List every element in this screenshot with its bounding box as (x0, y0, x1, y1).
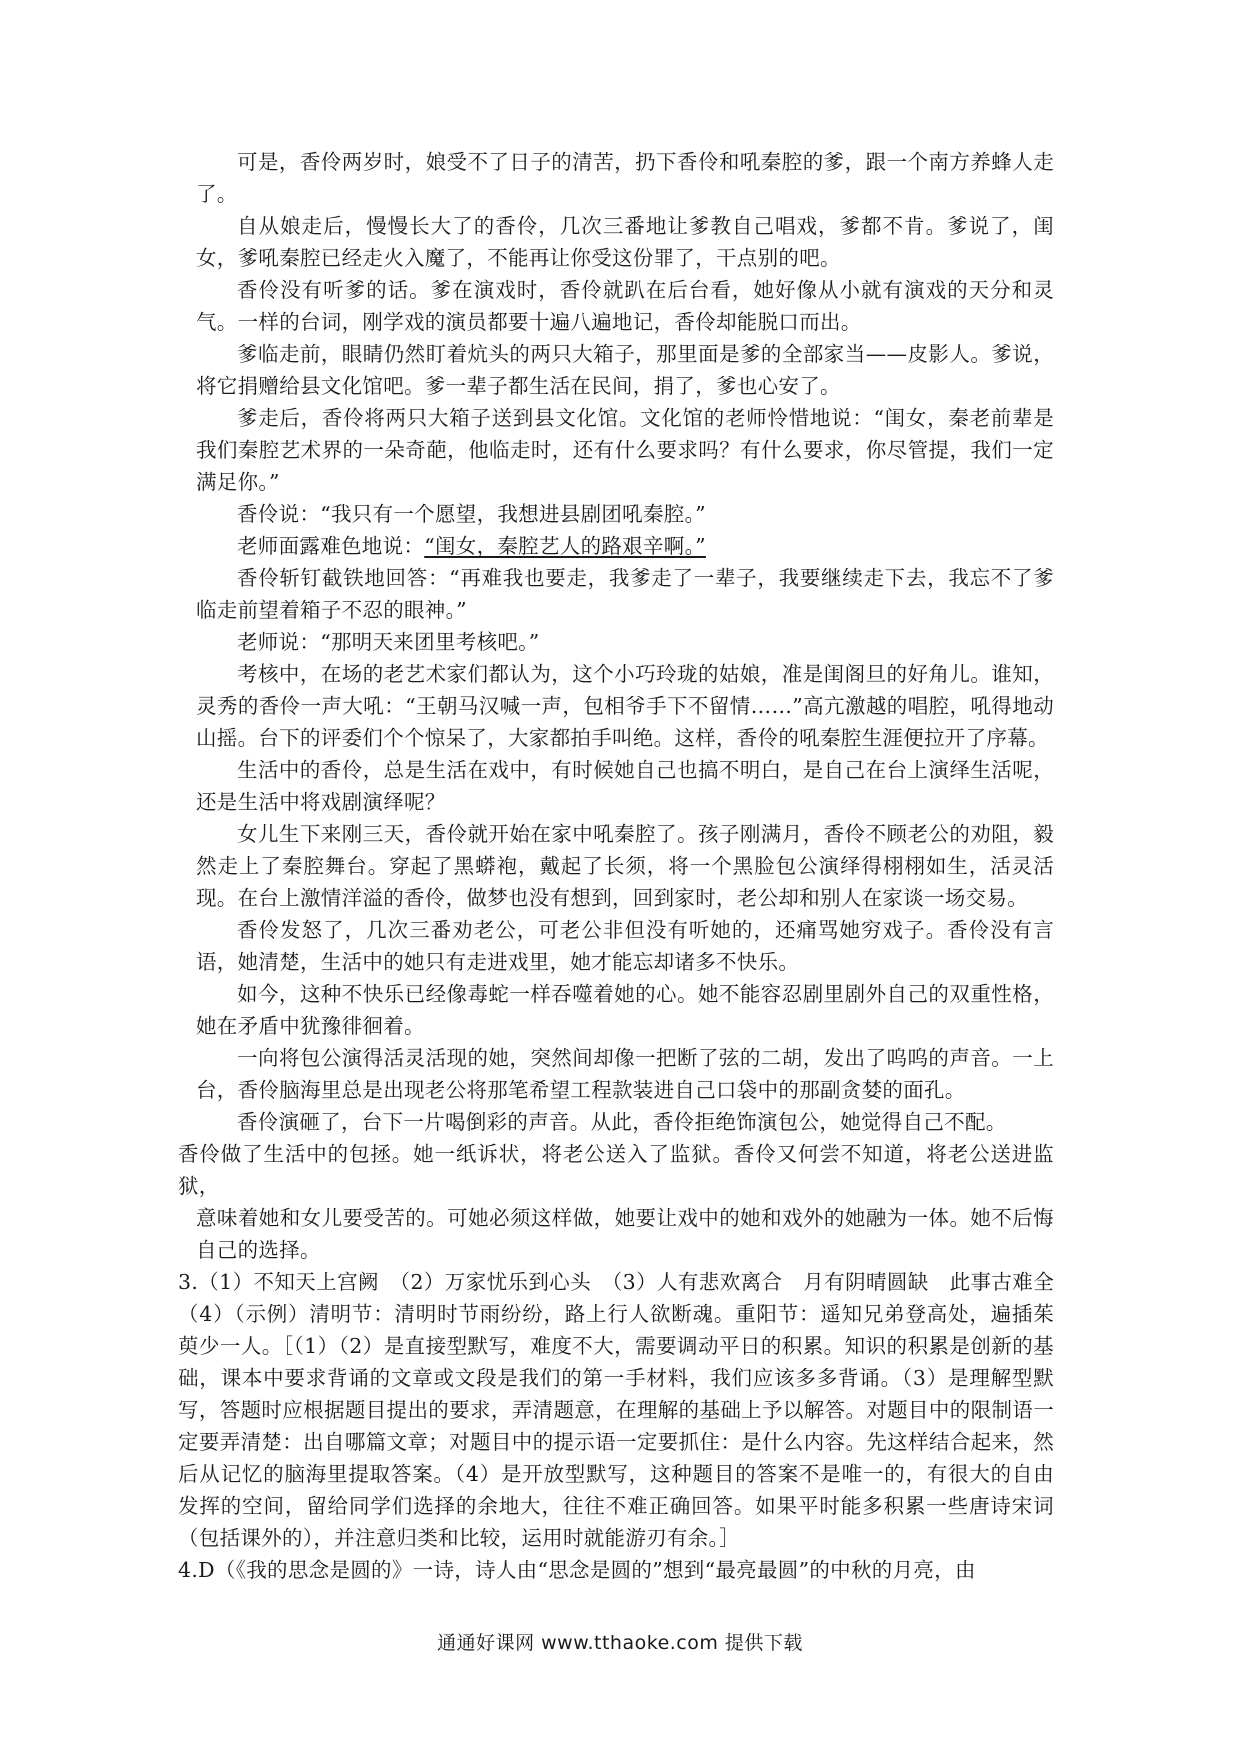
paragraph: 香伶斩钉截铁地回答：“再难我也要走，我爹走了一辈子，我要继续走下去，我忘不了爹临走前望着箱子不忍的眼神。” (196, 566, 1054, 622)
answer-3: 3.（1）不知天上宫阙 （2）万家忧乐到心头 （3）人有悲欢离合 月有阴晴圆缺 此事古难全 （4）（示例）清明节：清明时节雨纷纷，路上行人欲断魂。重阳节：遥知兄弟登高处，遍插茱萸少一人。［（1）（2）是直接型默写，难度不大，需要调动平日的积累。知识的积累是创新的基础，课本中要求背诵的文章或文段是我们的第一手材料，我们应该多多背诵。（3）是理解型默写，答题时应根据题目提出的要求，弄清题意，在理解的基础上予以解答。对题目中的限制语一定要弄清楚：出自哪篇文章；对题目中的提示语一定要抓住：是什么内容。先这样结合起来，然后从记忆的脑海里提取答案。（4）是开放型默写，这种题目的答案不是唯一的，有很大的自由发挥的空间，留给同学们选择的余地大，往往不难正确回答。如果平时能多积累一些唐诗宋词（包括课外的），并注意归类和比较，运用时就能游刃有余。］ (178, 1270, 1075, 1550)
hanging-first-line: 香伶做了生活中的包拯。她一纸诉状，将老公送入了监狱。香伶又何尝不知道，将老公送进监狱， (178, 1142, 1054, 1198)
document-body (178, 146, 1075, 1586)
paragraph: 香伶说：“我只有一个愿望，我想进县剧团吼秦腔。” (237, 502, 706, 526)
paragraph-hanging (178, 1138, 1054, 1202)
teacher-line-prefix: 老师面露难色地说： (237, 534, 425, 558)
underlined-quote: “闺女，秦腔艺人的路艰辛啊。” (424, 534, 706, 558)
paragraph: 可是，香伶两岁时，娘受不了日子的清苦，扔下香伶和吼秦腔的爹，跟一个南方养蜂人走了。 (196, 150, 1054, 206)
paragraph: 老师说：“那明天来团里考核吧。” (237, 630, 540, 654)
footer-text: 通通好课网 www.tthaoke.com 提供下载 (437, 1632, 803, 1654)
answer-4: 4.D（《我的思念是圆的》一诗，诗人由“思念是圆的”想到“最亮最圆”的中秋的月亮，由 (178, 1558, 976, 1582)
paragraph: 如今，这种不快乐已经像毒蛇一样吞噬着她的心。她不能容忍剧里剧外自己的双重性格，她在矛盾中犹豫徘徊着。 (196, 982, 1054, 1038)
paragraph: 考核中，在场的老艺术家们都认为，这个小巧玲珑的姑娘，准是闺阁旦的好角儿。谁知，灵秀的香伶一声大吼：“王朝马汉喊一声，包相爷手下不留情……”高亢激越的唱腔，吼得地动山摇。台下的评委们个个惊呆了，大家都拍手叫绝。这样，香伶的吼秦腔生涯便拉开了序幕。 (196, 662, 1054, 750)
paragraph: 生活中的香伶，总是生活在戏中，有时候她自己也搞不明白，是自己在台上演绎生活呢，还是生活中将戏剧演绎呢？ (196, 758, 1054, 814)
paragraph-teacher-line (196, 530, 1054, 562)
paragraph: 一向将包公演得活灵活现的她，突然间却像一把断了弦的二胡，发出了呜呜的声音。一上台，香伶脑海里总是出现老公将那笔希望工程款装进自己口袋中的那副贪婪的面孔。 (196, 1046, 1054, 1102)
paragraph: 爹走后，香伶将两只大箱子送到县文化馆。文化馆的老师怜惜地说：“闺女，秦老前辈是我们秦腔艺术界的一朵奇葩，他临走时，还有什么要求吗？有什么要求，你尽管提，我们一定满足你。” (196, 406, 1054, 494)
paragraph: 爹临走前，眼睛仍然盯着炕头的两只大箱子，那里面是爹的全部家当——皮影人。爹说，将它捐赠给县文化馆吧。爹一辈子都生活在民间，捐了，爹也心安了。 (196, 342, 1054, 398)
paragraph: 香伶发怒了，几次三番劝老公，可老公非但没有听她的，还痛骂她穷戏子。香伶没有言语，她清楚，生活中的她只有走进戏里，她才能忘却诸多不快乐。 (196, 918, 1054, 974)
paragraph: 香伶没有听爹的话。爹在演戏时，香伶就趴在后台看，她好像从小就有演戏的天分和灵气。一样的台词，刚学戏的演员都要十遍八遍地记，香伶却能脱口而出。 (196, 278, 1054, 334)
paragraph: 自从娘走后，慢慢长大了的香伶，几次三番地让爹教自己唱戏，爹都不肯。爹说了，闺女，爹吼秦腔已经走火入魔了，不能再让你受这份罪了，干点别的吧。 (196, 214, 1054, 270)
paragraph-hanging-rest: 意味着她和女儿要受苦的。可她必须这样做，她要让戏中的她和戏外的她融为一体。她不后悔自己的选择。 (196, 1206, 1054, 1262)
paragraph: 女儿生下来刚三天，香伶就开始在家中吼秦腔了。孩子刚满月，香伶不顾老公的劝阻，毅然走上了秦腔舞台。穿起了黑蟒袍，戴起了长须，将一个黑脸包公演绎得栩栩如生，活灵活现。在台上激情洋溢的香伶，做梦也没有想到，回到家时，老公却和别人在家谈一场交易。 (196, 822, 1054, 910)
paragraph: 香伶演砸了，台下一片喝倒彩的声音。从此，香伶拒绝饰演包公，她觉得自己不配。 (237, 1110, 1007, 1134)
